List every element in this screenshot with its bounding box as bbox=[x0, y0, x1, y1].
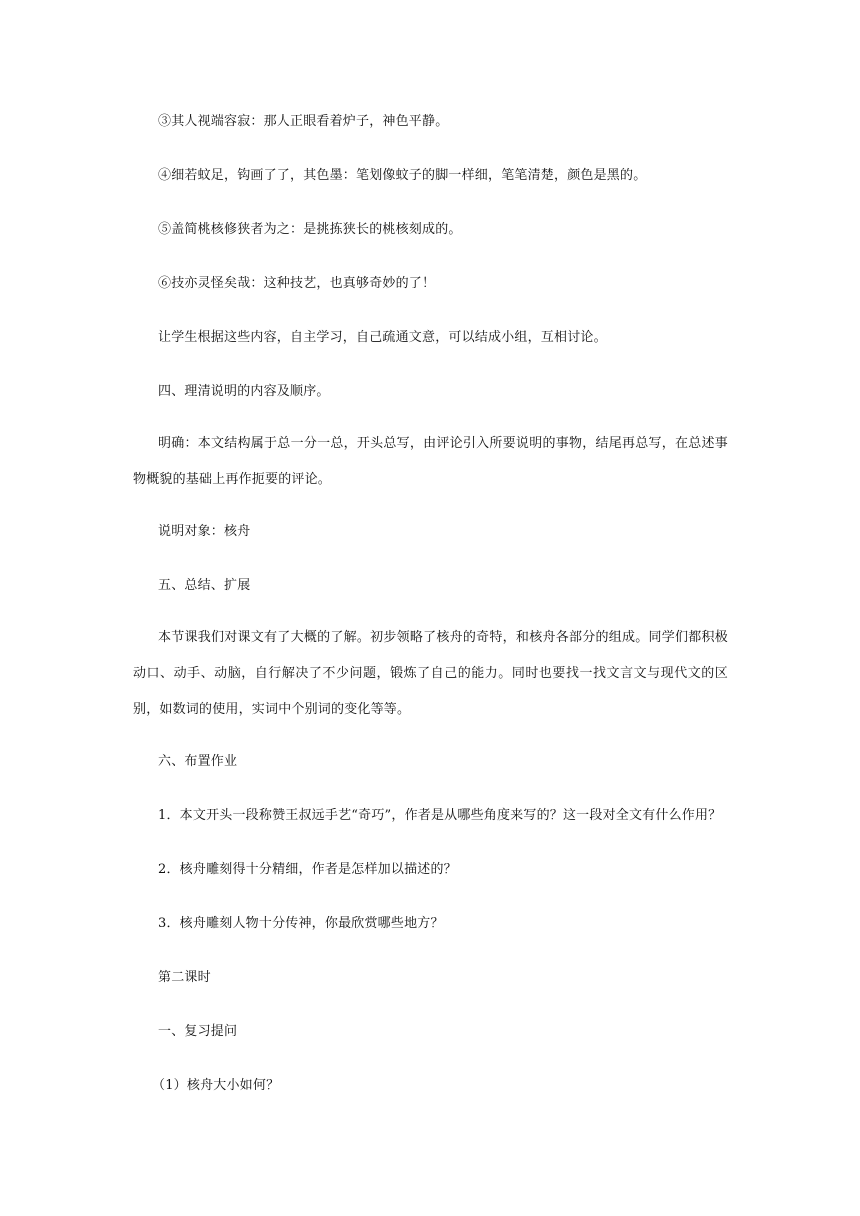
section-heading-4: 四、理清说明的内容及顺序。 bbox=[158, 384, 330, 399]
paragraph-annotation-5: ⑤盖简桃核修狭者为之：是挑拣狭长的桃核刻成的。 bbox=[158, 222, 462, 237]
section-heading-6: 六、布置作业 bbox=[158, 754, 238, 769]
paragraph-annotation-3: ③其人视端容寂：那人正眼看着炉子，神色平静。 bbox=[158, 114, 449, 129]
section-heading-review: 一、复习提问 bbox=[158, 1024, 238, 1039]
homework-item-3: 3．核舟雕刻人物十分传神，你最欣赏哪些地方？ bbox=[158, 916, 444, 931]
paragraph-subject: 说明对象：核舟 bbox=[158, 524, 251, 539]
homework-item-1: 1．本文开头一段称赞王叔远手艺“奇巧”，作者是从哪些角度来写的？这一段对全文有什么作用？ bbox=[158, 808, 722, 823]
paragraph-structure-explanation: 明确：本文结构属于总一分一总，开头总写，由评论引入所要说明的事物，结尾再总写，在总述事物概貌的基础上再作扼要的评论。 bbox=[133, 436, 728, 487]
review-question-1: （1）核舟大小如何？ bbox=[152, 1078, 280, 1093]
paragraph-summary: 本节课我们对课文有了大概的了解。初步领略了核舟的奇特，和核舟各部分的组成。同学们都积极动口、动手、动脑，自行解决了不少问题，锻炼了自己的能力。同时也要找一找文言文与现代文的区别，如数词的使用，实词中个别词的变化等等。 bbox=[133, 630, 728, 717]
paragraph-annotation-6: ⑥技亦灵怪矣哉：这种技艺，也真够奇妙的了！ bbox=[158, 276, 436, 291]
lesson-heading-2: 第二课时 bbox=[158, 970, 211, 985]
section-heading-5: 五、总结、扩展 bbox=[158, 578, 251, 593]
homework-item-2: 2．核舟雕刻得十分精细，作者是怎样加以描述的？ bbox=[158, 862, 457, 877]
paragraph-annotation-4: ④细若蚊足，钩画了了，其色墨：笔划像蚊子的脚一样细，笔笔清楚，颜色是黑的。 bbox=[158, 168, 647, 183]
paragraph-instruction: 让学生根据这些内容，自主学习，自己疏通文意，可以结成小组，互相讨论。 bbox=[158, 330, 607, 345]
